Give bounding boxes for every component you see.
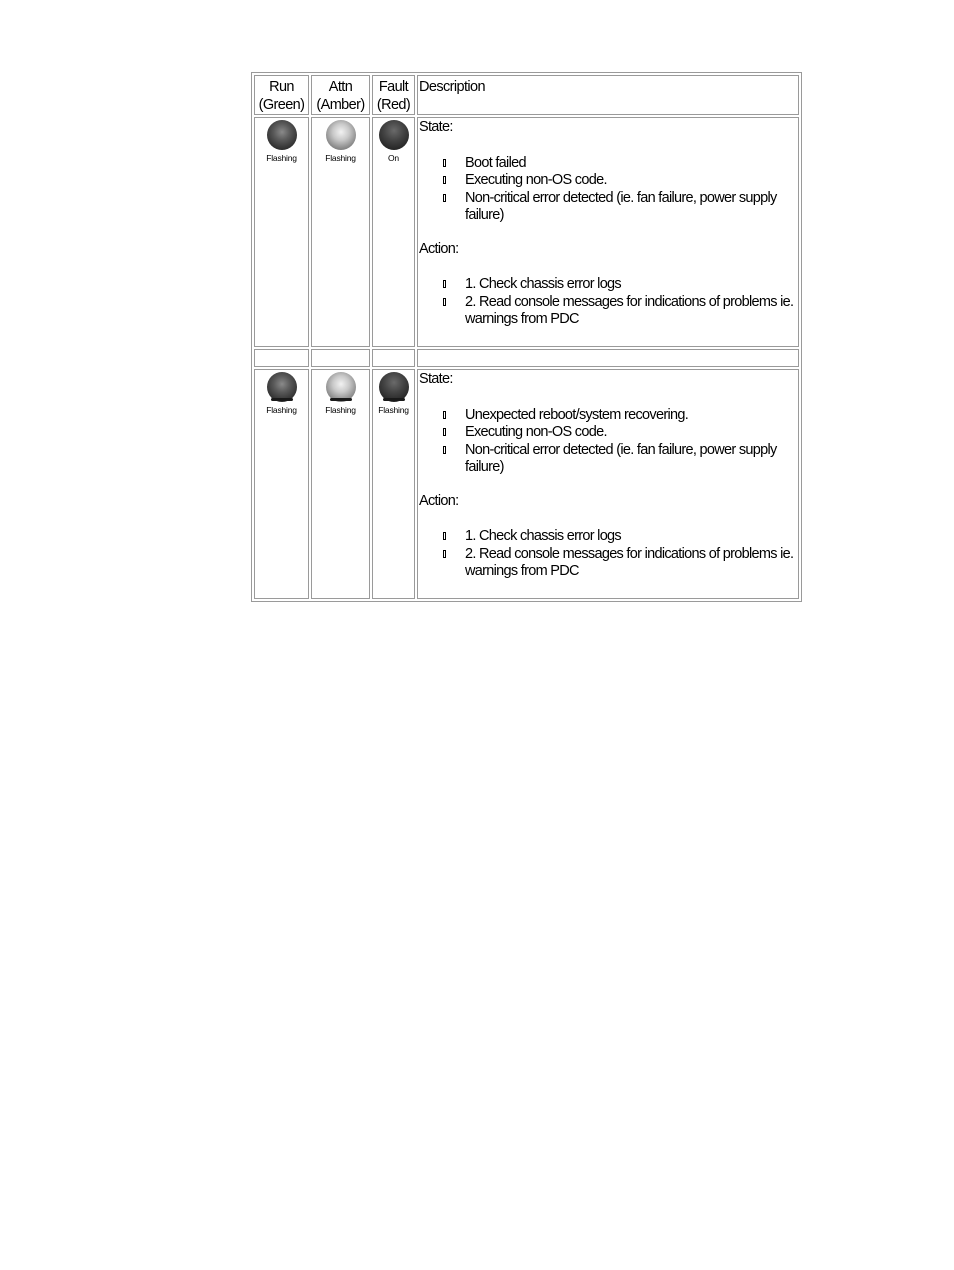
spacer-cell xyxy=(311,349,370,367)
bullet-icon xyxy=(443,280,446,288)
state-item-text: Executing non-OS code. xyxy=(465,424,607,441)
action-item-text: 2. Read console messages for indications of problems ie. warnings from PDC xyxy=(465,293,794,328)
bullet-icon xyxy=(443,176,446,184)
header-attn-line2: (Amber) xyxy=(316,97,365,113)
flash-bar-icon xyxy=(271,398,293,401)
run-led-label: Flashing xyxy=(266,405,297,416)
attn-led-cell xyxy=(311,369,370,599)
fault-led-cell xyxy=(372,117,415,347)
flash-bar-icon xyxy=(330,398,352,401)
bullet-icon xyxy=(443,428,446,436)
state-item-text: Non-critical error detected (ie. fan failure, power supply failure) xyxy=(465,189,777,224)
table-row xyxy=(254,117,799,347)
table-row xyxy=(254,369,799,599)
state-heading: State: xyxy=(419,371,453,388)
bullet-icon xyxy=(443,159,446,167)
list-item xyxy=(443,424,798,442)
bullet-icon xyxy=(443,298,446,306)
action-item-text: 1. Check chassis error logs xyxy=(465,528,621,545)
green-led-icon xyxy=(267,120,297,150)
header-row xyxy=(254,75,799,115)
header-run xyxy=(254,75,309,115)
header-attn xyxy=(311,75,370,115)
run-led-cell xyxy=(254,117,309,347)
attn-led-label: Flashing xyxy=(325,153,356,164)
action-heading: Action: xyxy=(419,492,459,509)
bullet-icon xyxy=(443,446,446,454)
bullet-icon xyxy=(443,550,446,558)
header-run-line1: Run xyxy=(269,79,294,95)
spacer-cell xyxy=(254,349,309,367)
list-item xyxy=(443,442,798,477)
state-list xyxy=(419,155,798,225)
action-heading: Action: xyxy=(419,240,459,257)
header-run-line2: (Green) xyxy=(258,97,305,113)
list-item xyxy=(443,294,798,329)
bullet-icon xyxy=(443,194,446,202)
header-fault xyxy=(372,75,415,115)
list-item xyxy=(443,190,798,225)
description-cell xyxy=(417,117,799,347)
flash-bar-icon xyxy=(383,398,405,401)
fault-led-label: On xyxy=(388,153,399,164)
header-fault-line2: (Red) xyxy=(376,97,411,113)
list-item xyxy=(443,276,798,294)
amber-led-icon xyxy=(326,372,356,402)
spacer-cell xyxy=(417,349,799,367)
state-heading: State: xyxy=(419,119,453,136)
state-item-text: Unexpected reboot/system recovering. xyxy=(465,406,689,423)
state-list xyxy=(419,407,798,477)
list-item xyxy=(443,546,798,581)
run-led-cell xyxy=(254,369,309,599)
list-item xyxy=(443,155,798,173)
red-led-icon xyxy=(379,120,409,150)
run-led-label: Flashing xyxy=(266,153,297,164)
spacer-row xyxy=(254,349,799,367)
spacer-cell xyxy=(372,349,415,367)
green-led-icon xyxy=(267,372,297,402)
state-item-text: Executing non-OS code. xyxy=(465,172,607,189)
description-cell xyxy=(417,369,799,599)
header-description: Description xyxy=(417,75,799,115)
fault-led-cell xyxy=(372,369,415,599)
state-item-text: Boot failed xyxy=(465,154,526,171)
action-list xyxy=(419,276,798,329)
led-status-table xyxy=(251,72,802,602)
state-item-text: Non-critical error detected (ie. fan failure, power supply failure) xyxy=(465,441,777,476)
fault-led-label: Flashing xyxy=(378,405,409,416)
action-item-text: 1. Check chassis error logs xyxy=(465,276,621,293)
action-list xyxy=(419,528,798,581)
list-item xyxy=(443,407,798,425)
bullet-icon xyxy=(443,411,446,419)
red-led-icon xyxy=(379,372,409,402)
amber-led-icon xyxy=(326,120,356,150)
header-fault-line1: Fault xyxy=(378,79,409,95)
attn-led-cell xyxy=(311,117,370,347)
bullet-icon xyxy=(443,532,446,540)
list-item xyxy=(443,528,798,546)
header-attn-line1: Attn xyxy=(328,79,353,95)
attn-led-label: Flashing xyxy=(325,405,356,416)
action-item-text: 2. Read console messages for indications of problems ie. warnings from PDC xyxy=(465,545,794,580)
list-item xyxy=(443,172,798,190)
